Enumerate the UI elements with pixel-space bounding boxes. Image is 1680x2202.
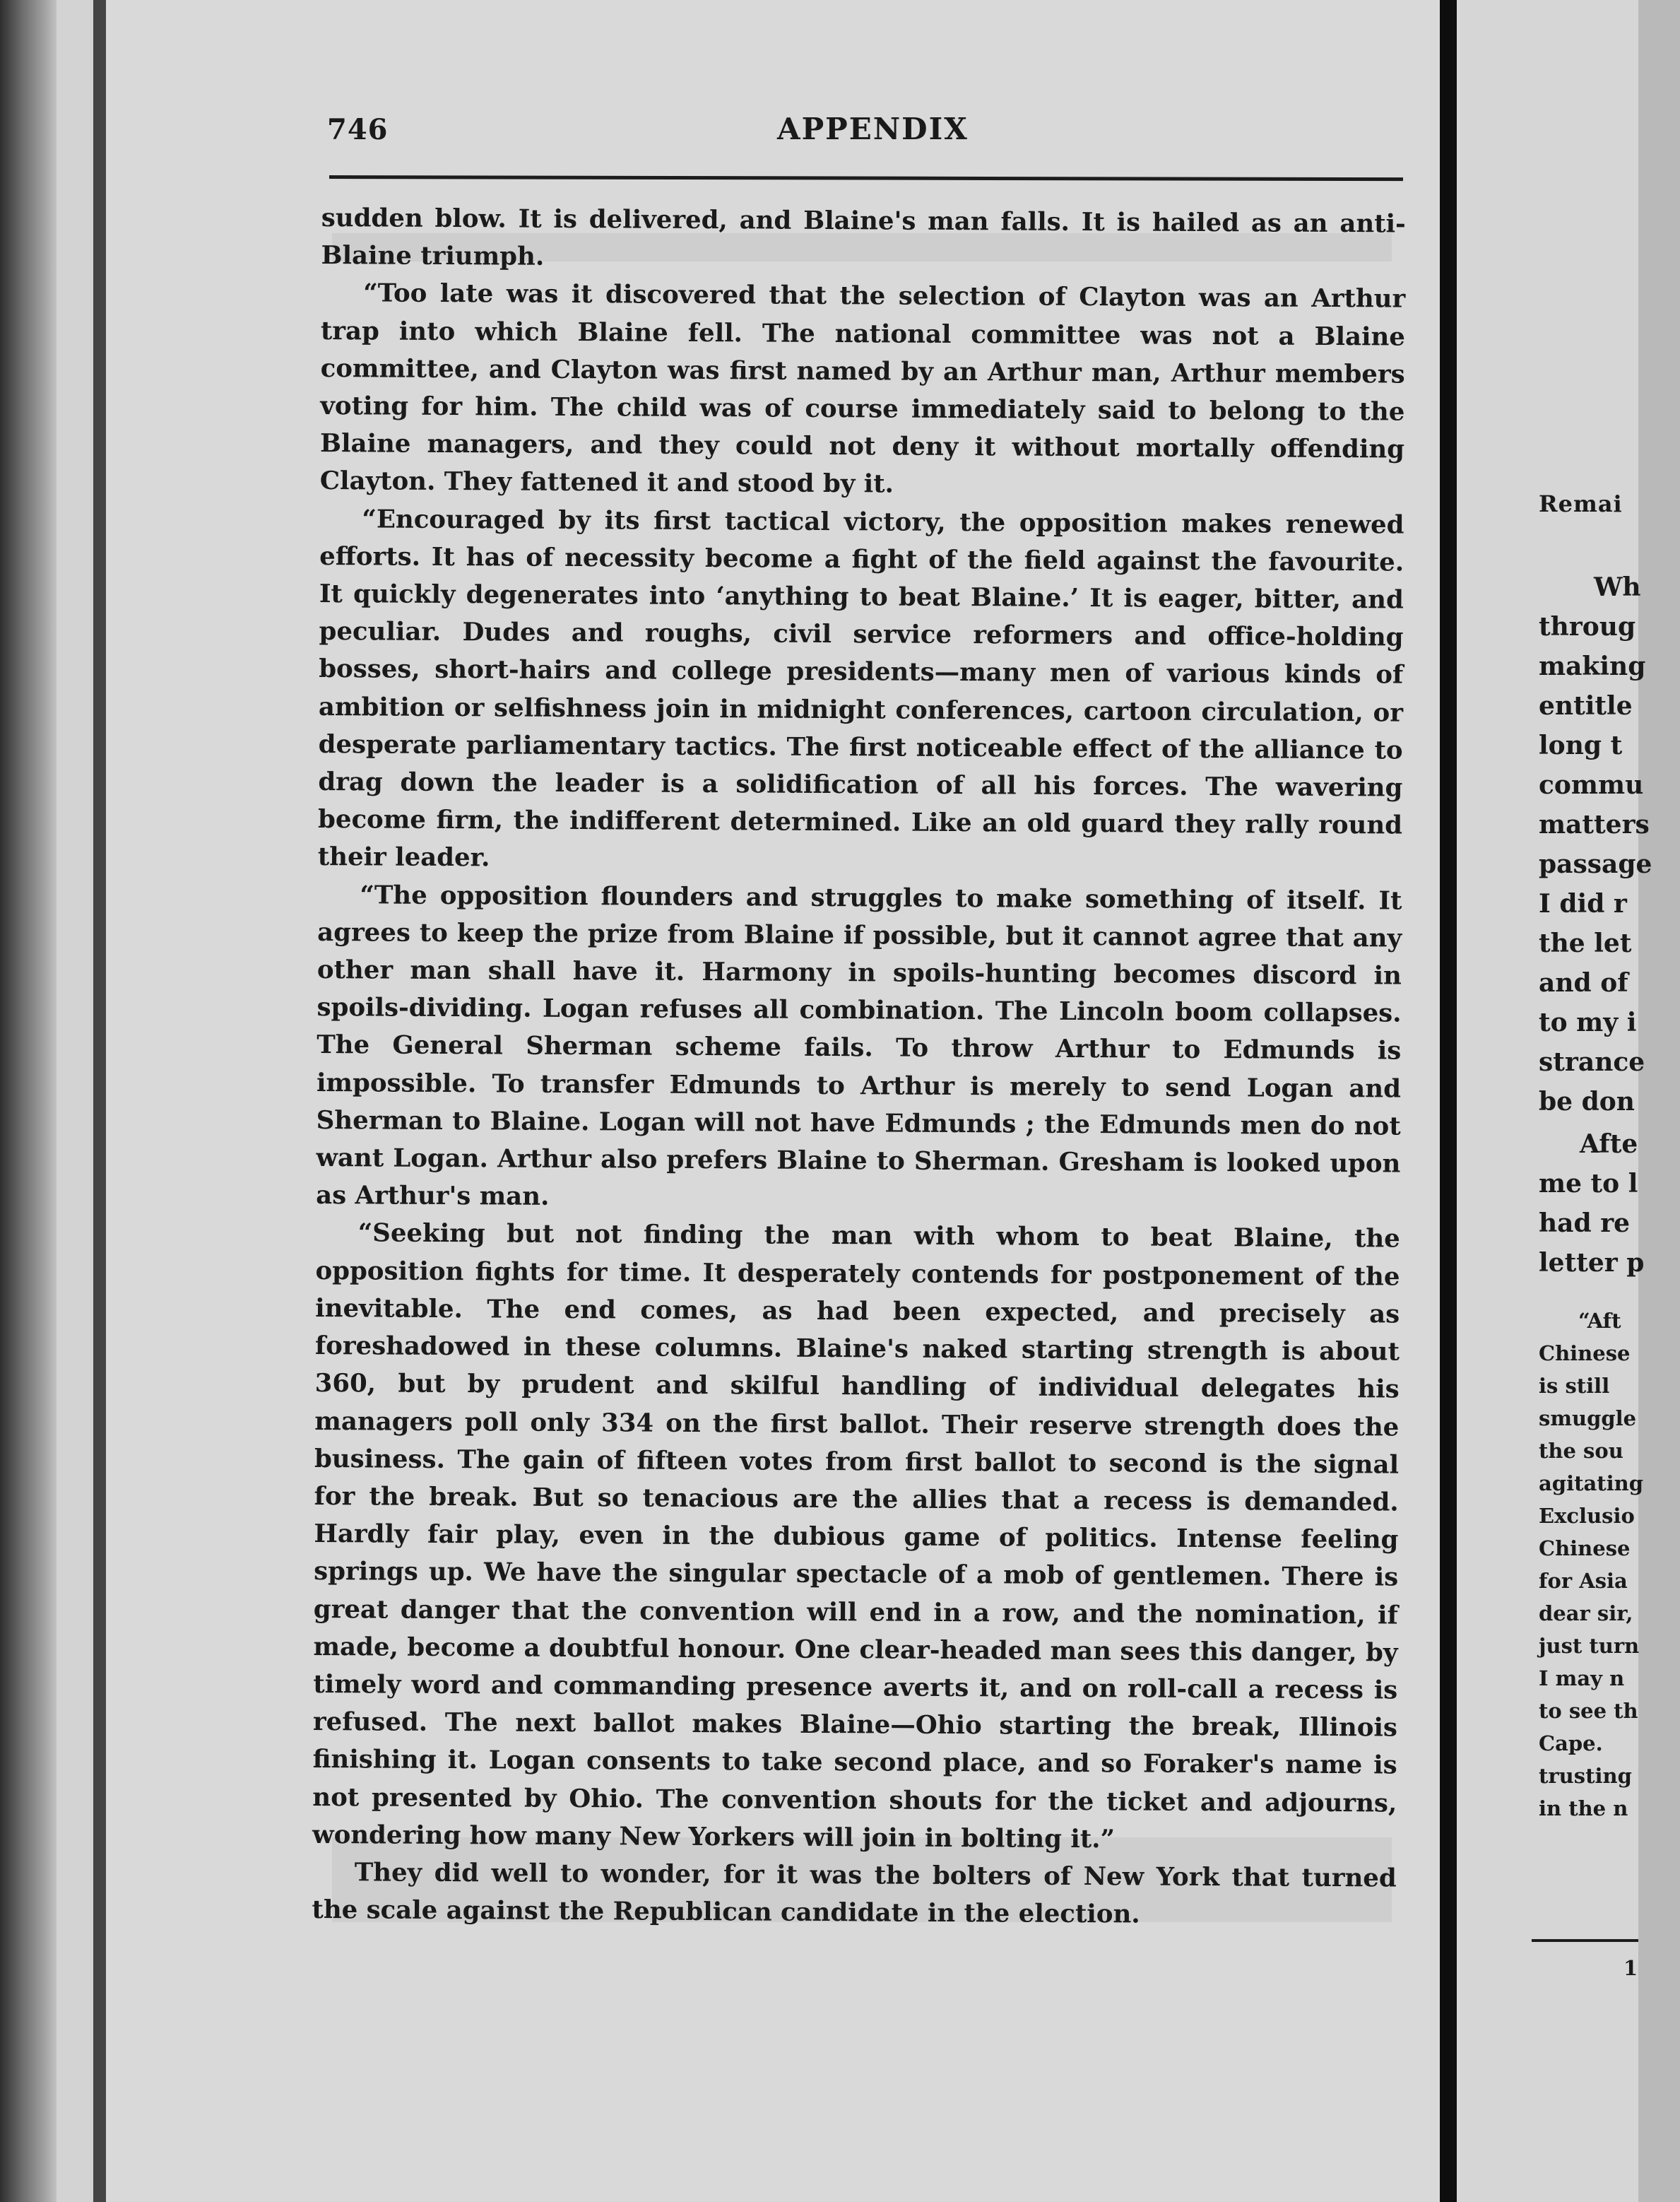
right-page-line: throug [1539,612,1636,642]
right-page-line: passage [1539,849,1652,879]
right-page-line: trusting [1539,1764,1632,1788]
body-text [312,199,1406,1935]
right-page-line: the let [1539,929,1632,958]
right-page-line: Wh [1594,572,1641,602]
right-page-line: letter p [1539,1248,1645,1278]
page-number: 746 [327,113,389,146]
right-page-line: “Aft [1578,1309,1621,1333]
footnote-rule [1532,1939,1638,1942]
right-page-line: Remai [1539,490,1623,517]
right-page-line: Chinese [1539,1536,1631,1560]
right-page-line: to my i [1539,1008,1637,1037]
right-page-line: dear sir, [1539,1601,1633,1625]
right-page-line: just turn [1539,1634,1640,1658]
paragraph: “Too late was it discovered that the selection of Clayton was an Arthur trap into which Blaine fell. The national committee was not a Blaine committee, and Clayton was first named by an Arthur man, Arthur members voting for him. The child was of course immediately said to belong to the Blaine managers, and they could not deny it without mortally offending Clayton. They fattened it and stood by it. [319,278,1406,499]
right-page-line: smuggle [1539,1406,1637,1430]
right-page-line: had re [1539,1208,1631,1238]
paragraph: “Encouraged by its first tactical victory, the opposition makes renewed efforts. It has of necessity become a fight of the field against the favourite. It quickly degenerates into ‘anything to beat Blaine.’ It is eager, bitter, and peculiar. Dudes and roughs, civil service reformers and office-holding bosses, short-hairs and college presidents—many men of various kinds of ambition or selfishness join in midnight conferences, cartoon circulation, or desperate parliamentary tactics. The first noticeable effect of the alliance to drag down the leader is a solidification of all his forces. The wavering become firm, the indifferent determined. Like an old guard they rally round their leader. [317,504,1404,873]
right-page-line: in the n [1539,1796,1628,1820]
right-page-line: Cape. [1539,1731,1603,1755]
right-page-line: for Asia [1539,1569,1628,1593]
paragraph: “The opposition flounders and struggles to make something of itself. It agrees to keep the prize from Blaine if possible, but it cannot agree that any other man shall have it. Harmony in spoils-hunting becomes discord in spoils-dividing. Logan refuses all combination. The Lincoln boom collapses. The General Sherman scheme fails. To throw Arthur to Edmunds is impossible. To transfer Edmunds to Arthur is merely to send Logan and Sherman to Blaine. Logan will not have Edmunds ; the Edmunds men do not want Logan. Arthur also prefers Blaine to Sherman. Gresham is looked upon as Arthur's man. [316,880,1402,1212]
page-edge-shadow [93,0,106,2202]
right-page-line: Exclusio [1539,1504,1635,1528]
paragraph: “Seeking but not finding the man with whom to beat Blaine, the opposition fights for time. It desperately contends for postponement of the inevitable. The end comes, as had been expected, and precisely as foreshadowed in these columns. Blaine's naked starting strength is about 360, but by prudent and skilful handling of individual delegates his managers poll only 334 on the first ballot. Their reserve strength does the business. The gain of fifteen votes from first ballot to second is the signal for the break. But so tenacious are the allies that a recess is demanded. Hardly fair play, even in the dubious game of politics. Intense feeling springs up. We have the singular spectacle of a mob of gentlemen. There is great danger that the convention will end in a row, and the nomination, if made, become a doubtful honour. One clear-headed man sees this danger, by timely word and commanding presence averts it, and on roll-call a recess is refused. The next ballot makes Blaine—Ohio starting the break, Illinois finishing it. Logan consents to take second place, and so Foraker's name is not presented by Ohio. The convention shouts for the ticket and adjourns, wondering how many New Yorkers will join in bolting it.” [312,1218,1400,1854]
right-page-line: matters [1539,810,1650,840]
running-head: APPENDIX [777,112,969,146]
right-page-line: strance [1539,1047,1645,1077]
right-page-line: long t [1539,731,1623,760]
right-page-line: 1 [1623,1956,1638,1980]
paragraph: sudden blow. It is delivered, and Blaine's man falls. It is hailed as an anti-Blaine triumph. [321,203,1406,271]
right-page-line: commu [1539,770,1644,800]
right-page-line: entitle [1539,691,1633,721]
paragraph: They did well to wonder, for it was the bolters of New York that turned the scale against the Republican candidate in the election. [312,1858,1397,1929]
book-binding-shadow [0,0,57,2202]
right-page-line: agitating [1539,1471,1644,1495]
right-page-line: I did r [1539,889,1627,919]
right-page-line: the sou [1539,1439,1623,1463]
right-page-line: me to l [1539,1169,1638,1199]
right-page-line: to see th [1539,1699,1638,1723]
page-gutter [1440,0,1457,2202]
right-page-line: I may n [1539,1666,1625,1690]
right-page-line: Afte [1580,1129,1638,1159]
right-page-line: is still [1539,1374,1610,1398]
right-page-line: Chinese [1539,1341,1631,1365]
right-page-line: be don [1539,1087,1635,1117]
right-page-line: and of [1539,968,1628,998]
right-page-line: making [1539,652,1646,681]
